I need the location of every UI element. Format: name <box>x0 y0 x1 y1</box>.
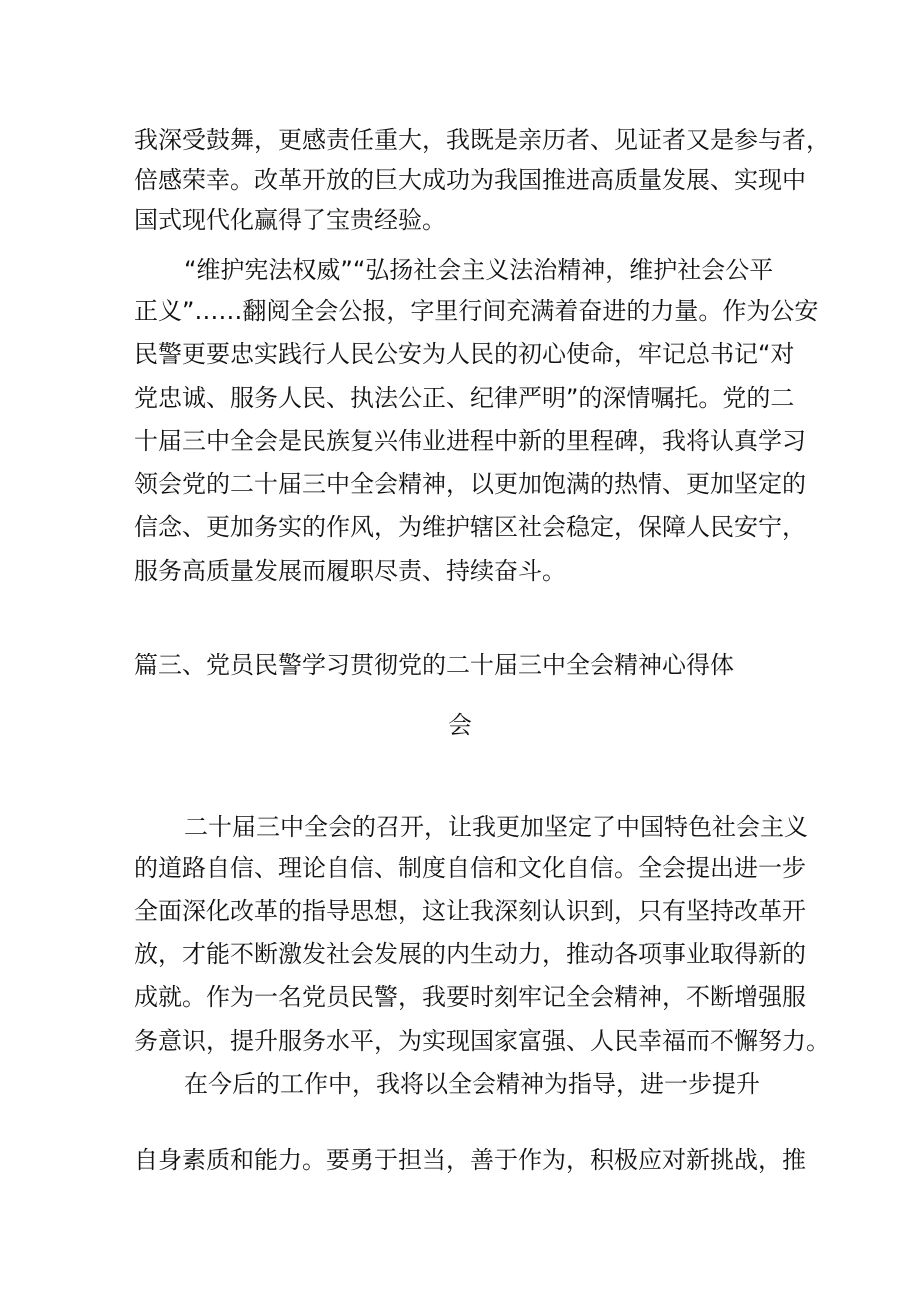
text-line: 十届三中全会是民族复兴伟业进程中新的里程碑，我将认真学习 <box>134 427 806 455</box>
text-line: 自身素质和能力。要勇于担当，善于作为，积极应对新挑战，推 <box>134 1146 806 1174</box>
section-heading-continuation: 会 <box>448 711 472 739</box>
text-line: 的道路自信、理论自信、制度自信和文化自信。全会提出进一步 <box>134 854 806 882</box>
text-line: 正义”……翻阅全会公报，字里行间充满着奋进的力量。作为公安 <box>134 297 819 325</box>
text-line: 我深受鼓舞，更感责任重大，我既是亲历者、见证者又是参与者， <box>134 126 830 154</box>
text-line: 全面深化改革的指导思想，这让我深刻认识到，只有坚持改革开 <box>134 897 806 925</box>
text-line: 二十届三中全会的召开，让我更加坚定了中国特色社会主义 <box>184 813 808 841</box>
text-line: 在今后的工作中，我将以全会精神为指导，进一步提升 <box>184 1070 760 1098</box>
text-line: 放，才能不断激发社会发展的内生动力，推动各项事业取得新的 <box>134 940 806 968</box>
text-line: 领会党的二十届三中全会精神，以更加饱满的热情、更加坚定的 <box>134 470 806 498</box>
text-line: 服务高质量发展而履职尽责、持续奋斗。 <box>134 557 566 585</box>
text-line: 信念、更加务实的作风，为维护辖区社会稳定，保障人民安宁， <box>134 513 806 541</box>
text-line: 倍感荣幸。改革开放的巨大成功为我国推进高质量发展、实现中 <box>134 166 806 194</box>
section-heading: 篇三、党员民警学习贯彻党的二十届三中全会精神心得体 <box>134 651 734 679</box>
text-line: “维护宪法权威”“弘扬社会主义法治精神，维护社会公平 <box>184 256 774 284</box>
text-line: 成就。作为一名党员民警，我要时刻牢记全会精神，不断增强服 <box>134 983 806 1011</box>
text-line: 民警更要忠实践行人民公安为人民的初心使命，牢记总书记“对 <box>134 340 795 368</box>
text-line: 党忠诚、服务人民、执法公正、纪律严明”的深情嘱托。党的二 <box>134 384 795 412</box>
text-line: 务意识，提升服务水平，为实现国家富强、人民幸福而不懈努力。 <box>134 1027 830 1055</box>
text-line: 国式现代化赢得了宝贵经验。 <box>134 206 446 234</box>
